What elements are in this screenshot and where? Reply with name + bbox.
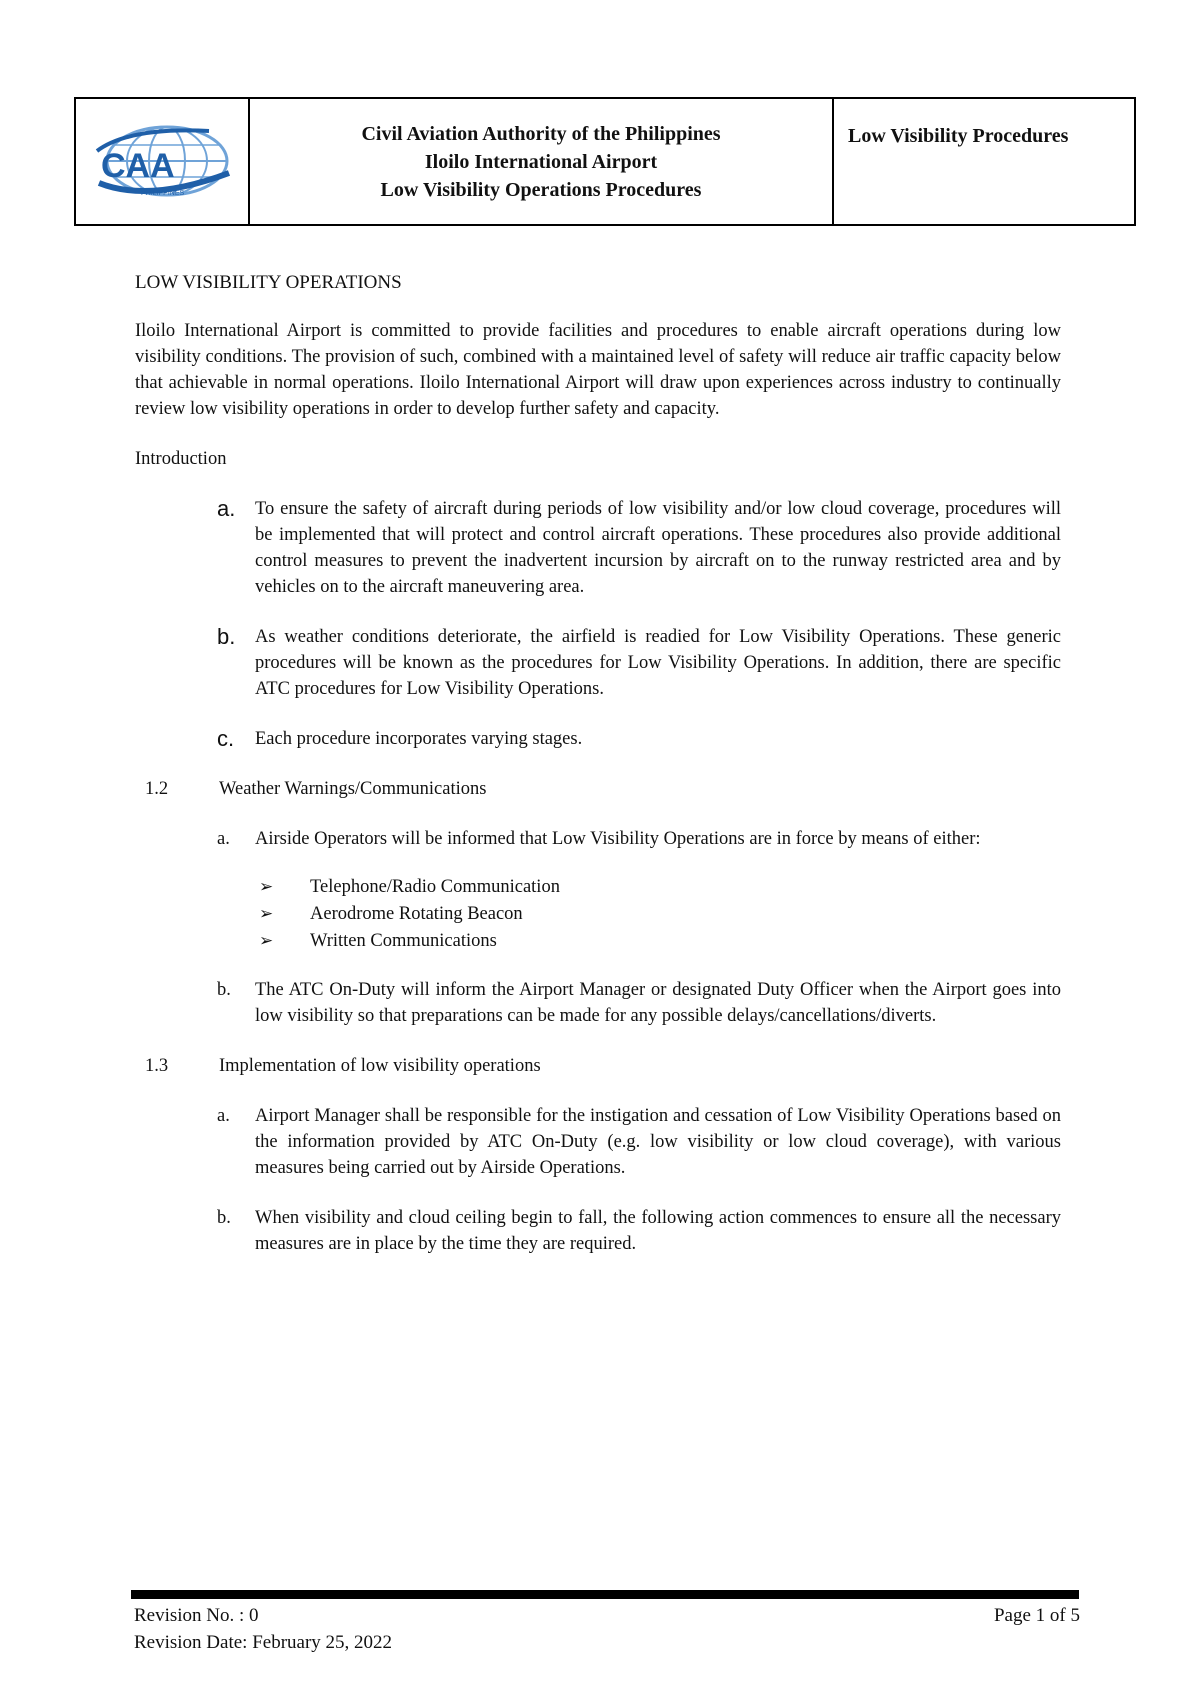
section-1-2-item-b <box>135 977 1061 1029</box>
list-item <box>135 901 1061 928</box>
doc-label: Low Visibility Procedures <box>848 125 1069 147</box>
section-number: 1.3 <box>145 1056 169 1076</box>
section-title: Implementation of low visibility operations <box>219 1056 541 1076</box>
bullet-text: Telephone/Radio Communication <box>310 877 560 897</box>
airport-name: Iloilo International Airport <box>424 150 658 173</box>
item-marker: c. <box>217 726 235 751</box>
item-marker: a. <box>217 1106 230 1126</box>
arrow-bullet-icon: ➢ <box>259 877 274 897</box>
intro-paragraph: Iloilo International Airport is committed to provide facilities and procedures to enable aircraft operations during low visibility conditions. The provision of such, combined with a maintained level of safety will reduce air traffic capacity below that achievable in normal operations. Iloilo International Airport will draw upon experiences across industry to continually review low visibility operations in order to develop further safety and capacity. <box>135 321 1061 419</box>
item-text: When visibility and cloud ceiling begin to fall, the following action commences to ensure all the necessary measures are in place by the time they are required. <box>255 1208 1061 1254</box>
section-1-3-heading <box>135 1053 1061 1079</box>
list-item <box>135 874 1061 901</box>
item-text: The ATC On-Duty will inform the Airport Manager or designated Duty Officer when the Airport goes into low visibility so that preparations can be made for any possible delays/cancellations/diverts. <box>255 980 1061 1026</box>
section-heading: LOW VISIBILITY OPERATIONS <box>135 272 402 293</box>
logo-text: CAA <box>101 146 175 185</box>
item-marker: b. <box>217 980 231 1000</box>
document-header <box>74 97 1136 226</box>
section-1-2-heading <box>135 776 1061 802</box>
arrow-bullet-icon: ➢ <box>259 904 274 924</box>
introduction-item <box>135 624 1061 702</box>
item-text: Airside Operators will be informed that Low Visibility Operations are in force by means of either: <box>255 829 981 849</box>
page-number: Page 1 of 5 <box>993 1605 1080 1626</box>
section-number: 1.2 <box>145 779 169 799</box>
item-text: As weather conditions deteriorate, the airfield is readied for Low Visibility Operations. These generic procedures will be known as the procedures for Low Visibility Operations. In addition, there are specific ATC procedures for Low Visibility Operations. <box>255 627 1061 699</box>
introduction-label: Introduction <box>135 449 227 469</box>
item-text: To ensure the safety of aircraft during periods of low visibility and/or low cloud coverage, procedures will be implemented that will protect and control aircraft operations. These procedures also provide additional control measures to prevent the inadvertent incursion by aircraft on to the runway restricted area and by vehicles on to the aircraft maneuvering area. <box>255 499 1061 597</box>
header-doc-label-cell <box>834 99 1134 224</box>
item-marker: b. <box>217 1208 231 1228</box>
item-text: Airport Manager shall be responsible for the instigation and cessation of Low Visibility Operations based on the information provided by ATC On-Duty (e.g. low visibility or low cloud coverage), with various measures being carried out by Airside Operations. <box>255 1106 1061 1178</box>
header-title-cell <box>250 99 834 224</box>
section-title: Weather Warnings/Communications <box>219 779 487 799</box>
item-marker: b. <box>217 624 236 649</box>
section-1-3-item-a <box>135 1103 1061 1181</box>
list-item <box>135 928 1061 955</box>
arrow-bullet-icon: ➢ <box>259 931 274 951</box>
authority-name: Civil Aviation Authority of the Philippines <box>361 122 721 145</box>
item-text: Each procedure incorporates varying stages. <box>255 729 583 749</box>
caa-logo <box>89 121 235 203</box>
item-marker: a. <box>217 829 230 849</box>
section-1-2-item-a <box>135 826 1061 852</box>
footer-divider <box>131 1590 1079 1599</box>
document-title: Low Visibility Operations Procedures <box>380 178 702 201</box>
revision-date: Revision Date: February 25, 2022 <box>134 1632 393 1653</box>
introduction-item <box>135 496 1061 600</box>
bullet-text: Aerodrome Rotating Beacon <box>310 904 523 924</box>
logo-subtext: PHILIPPINES <box>141 189 185 197</box>
item-marker: a. <box>217 496 236 521</box>
section-1-3-item-b <box>135 1205 1061 1257</box>
communication-methods-list <box>135 874 1061 955</box>
document-footer <box>134 1602 1080 1656</box>
document-body <box>135 270 1061 1281</box>
introduction-item <box>135 726 1061 752</box>
bullet-text: Written Communications <box>310 931 497 951</box>
revision-number: Revision No. : 0 <box>134 1605 259 1626</box>
logo-cell <box>76 99 250 224</box>
